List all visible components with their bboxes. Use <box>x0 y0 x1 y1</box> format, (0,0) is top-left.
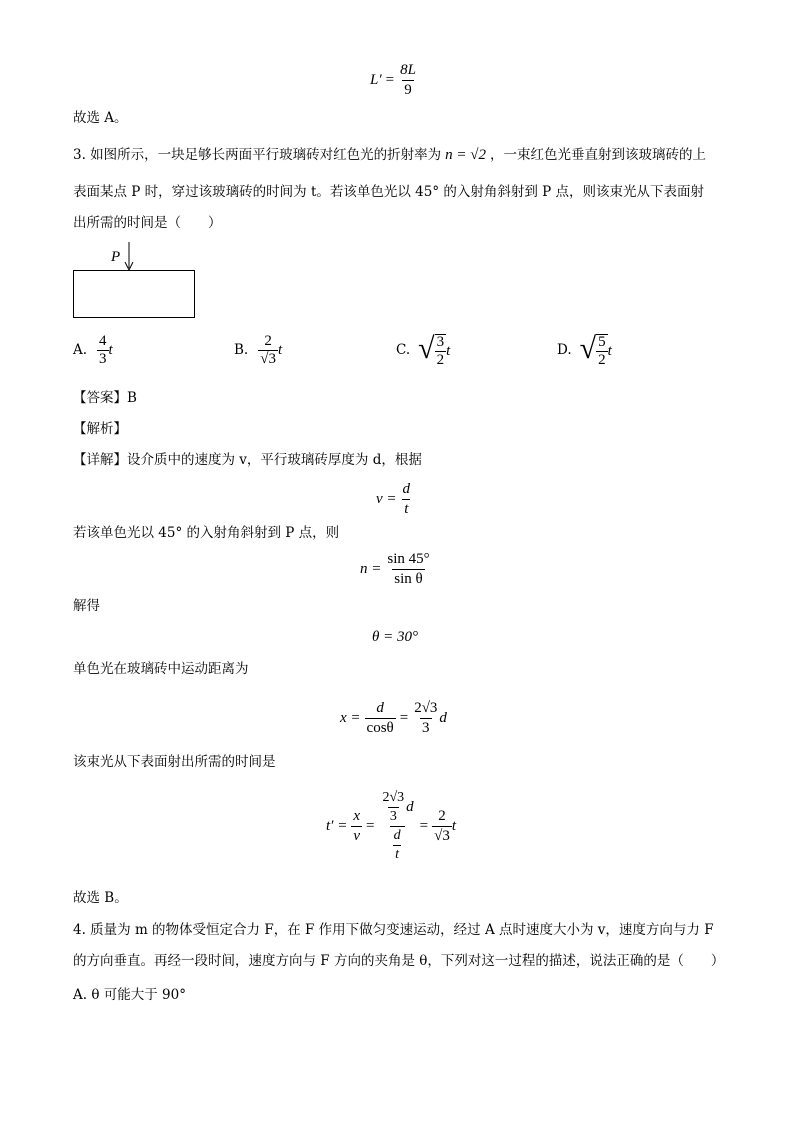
answer-tag: 【答案】B <box>73 390 137 406</box>
eq-x-eq2: = <box>399 710 409 726</box>
eq-x-num1: d <box>376 700 384 716</box>
q3-line3: 出所需的时间是（ ） <box>73 215 222 231</box>
eq-t-inner-num: 2√3 <box>382 790 405 805</box>
option-a-label: A. <box>73 341 88 358</box>
q4-option-a: A. θ 可能大于 90° <box>73 987 186 1003</box>
q4-line1: 4. 质量为 m 的物体受恒定合力 F，在 F 作用下做匀变速运动，经过 A 点时速度大小为 v，速度方向与力 F <box>73 922 714 938</box>
q3-line1-b: ，一束红色光垂直射到该玻璃砖的上 <box>490 146 707 163</box>
option-d-num: 5 <box>598 334 606 350</box>
option-b-num: 2 <box>264 333 272 349</box>
eq-x-den1: cosθ <box>366 720 394 736</box>
eq-t-d1: v <box>353 828 360 844</box>
q3-option-c <box>396 334 450 368</box>
distance-line: 单色光在玻璃砖中运动距离为 <box>73 661 249 677</box>
eq-t-den-den: t <box>395 847 399 862</box>
eq-t-den-num: d <box>393 828 401 843</box>
time-line: 该束光从下表面射出所需的时间是 <box>73 754 276 770</box>
eq-x <box>340 700 447 737</box>
option-d-den: 2 <box>598 352 606 368</box>
choose-b-text: 故选 B。 <box>73 890 128 906</box>
eq-v <box>376 481 412 518</box>
eq-v-lhs: v = <box>376 491 397 507</box>
q3-line2: 表面某点 P 时，穿过该玻璃砖的时间为 t。若该单色光以 45° 的入射角斜射到 P 点，则该束光从下表面射 <box>73 184 705 200</box>
analysis-tag: 【解析】 <box>73 421 127 437</box>
eq-t-n3: 2 <box>438 808 446 824</box>
eq-t <box>326 790 456 863</box>
eq-n-den: sin θ <box>394 571 423 587</box>
q3-option-a <box>73 334 113 367</box>
eq-t-n1: x <box>353 808 360 824</box>
eq-t-tail: t <box>451 818 457 834</box>
eq-x-den2: 3 <box>422 720 430 736</box>
option-c-sqrt-icon: √ <box>418 332 435 365</box>
option-d-tail: t <box>607 342 612 359</box>
eq-n <box>360 551 432 588</box>
q3-n-expr: n = √2 <box>445 147 487 163</box>
option-a-den: 3 <box>99 351 107 367</box>
formula-eq: = <box>385 72 395 88</box>
option-d-sqrt-icon: √ <box>579 332 597 365</box>
q3-line1 <box>73 148 706 163</box>
formula-den: 9 <box>404 82 412 98</box>
option-c-num: 3 <box>436 334 445 350</box>
option-c-den: 2 <box>436 352 445 368</box>
eq-t-inner-den: 3 <box>389 809 397 824</box>
q3-option-d <box>557 334 612 368</box>
option-c-tail: t <box>446 342 451 359</box>
formula-lhs: L′ <box>370 72 382 88</box>
eq-v-num: d <box>402 481 411 497</box>
option-b-tail: t <box>277 342 283 358</box>
eq-t-eq3: = <box>419 818 429 834</box>
eq-theta: θ = 30° <box>372 629 418 645</box>
glass-brick <box>73 270 195 318</box>
choose-a-text: 故选 A。 <box>73 110 128 126</box>
eq-t-eq2: = <box>366 818 375 834</box>
q3-line1-a: 3. 如图所示，一块足够长两面平行玻璃砖对红色光的折射率为 <box>73 146 442 163</box>
eq-x-tail: d <box>439 710 447 726</box>
q3-option-b <box>234 334 282 367</box>
eq-v-den: t <box>404 501 409 517</box>
eq-x-lhs: x = <box>340 710 361 726</box>
eq-x-num2: 2√3 <box>414 700 438 716</box>
option-b-label: B. <box>234 341 249 358</box>
option-a-num: 4 <box>99 333 107 349</box>
eq-n-lhs: n = <box>360 561 382 577</box>
option-d-label: D. <box>557 342 572 359</box>
incident-line: 若该单色光以 45° 的入射角斜射到 P 点，则 <box>73 525 340 541</box>
incident-arrow-icon <box>122 242 136 272</box>
eq-t-d3: √3 <box>434 828 450 844</box>
q4-line2: 的方向垂直。再经一段时间，速度方向与 F 方向的夹角是 θ，下列对这一过程的描述，说法正确的是（ ） <box>73 953 725 969</box>
eq-t-inner-tail: d <box>406 799 414 815</box>
option-c-label: C. <box>396 342 411 359</box>
option-a-tail: t <box>108 342 113 358</box>
option-b-den: √3 <box>260 351 276 367</box>
detail-line: 【详解】设介质中的速度为 v，平行玻璃砖厚度为 d，根据 <box>73 452 422 468</box>
eq-t-lhs: t′ = <box>326 818 348 834</box>
formula-l-prime <box>370 62 418 99</box>
formula-num: 8L <box>400 62 416 78</box>
figure-label-p: P <box>111 249 121 265</box>
eq-n-num: sin 45° <box>387 551 430 567</box>
solve-label: 解得 <box>73 598 100 614</box>
